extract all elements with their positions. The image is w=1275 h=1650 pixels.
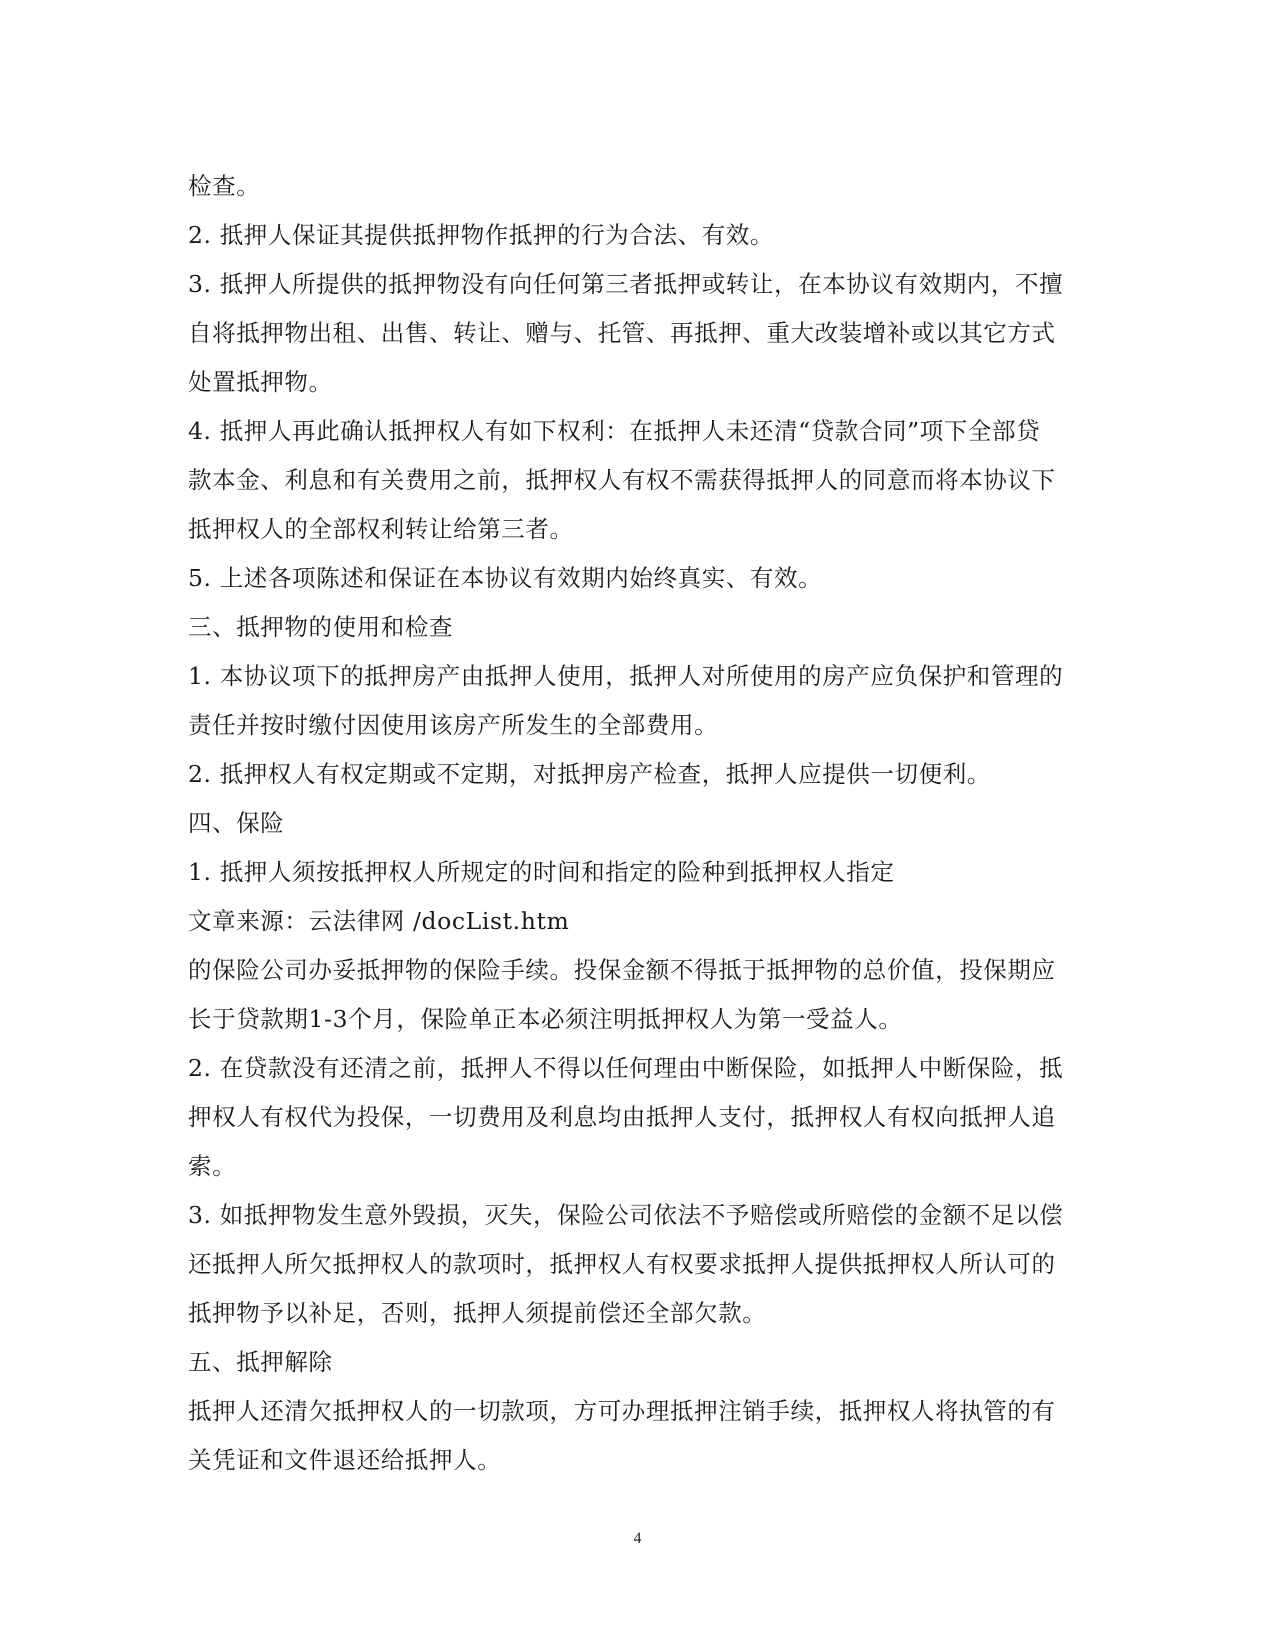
text-line: 责任并按时缴付因使用该房产所发生的全部费用。 — [188, 711, 719, 739]
text-line: 的保险公司办妥抵押物的保险手续。投保金额不得抵于抵押物的总价值，投保期应 — [188, 956, 1056, 984]
section-heading: 四、保险 — [188, 809, 285, 837]
text-line: 押权人有权代为投保，一切费用及利息均由抵押人支付，抵押权人有权向抵押人追 — [188, 1103, 1056, 1131]
text-line: 索。 — [188, 1152, 237, 1180]
text-line: 自将抵押物出租、出售、转让、赠与、托管、再抵押、重大改装增补或以其它方式 — [188, 319, 1056, 347]
section-heading: 三、抵押物的使用和检查 — [188, 613, 454, 641]
text-line: 处置抵押物。 — [188, 368, 333, 396]
text-line: 5. 上述各项陈述和保证在本协议有效期内始终真实、有效。 — [188, 564, 823, 592]
text-line: 3. 如抵押物发生意外毁损，灭失，保险公司依法不予赔偿或所赔偿的金额不足以偿 — [188, 1201, 1064, 1229]
text-line: 1. 抵押人须按抵押权人所规定的时间和指定的险种到抵押权人指定 — [188, 858, 895, 886]
text-line: 4. 抵押人再此确认抵押权人有如下权利：在抵押人未还清“贷款合同”项下全部贷 — [188, 417, 1041, 445]
document-body — [188, 162, 1088, 1485]
text-line: 1. 本协议项下的抵押房产由抵押人使用，抵押人对所使用的房产应负保护和管理的 — [188, 662, 1064, 690]
text-line: 2. 抵押人保证其提供抵押物作抵押的行为合法、有效。 — [188, 221, 774, 249]
text-line: 款本金、利息和有关费用之前，抵押权人有权不需获得抵押人的同意而将本协议下 — [188, 466, 1056, 494]
text-line: 2. 抵押权人有权定期或不定期，对抵押房产检查，抵押人应提供一切便利。 — [188, 760, 991, 788]
text-line: 检查。 — [188, 172, 261, 200]
text-line: 2. 在贷款没有还清之前，抵押人不得以任何理由中断保险，如抵押人中断保险，抵 — [188, 1054, 1064, 1082]
text-line: 3. 抵押人所提供的抵押物没有向任何第三者抵押或转让，在本协议有效期内，不擅 — [188, 270, 1064, 298]
text-line: 长于贷款期1-3个月，保险单正本必须注明抵押权人为第一受益人。 — [188, 1005, 903, 1033]
text-line: 抵押权人的全部权利转让给第三者。 — [188, 515, 574, 543]
section-heading: 五、抵押解除 — [188, 1348, 333, 1376]
text-line: 还抵押人所欠抵押权人的款项时，抵押权人有权要求抵押人提供抵押权人所认可的 — [188, 1250, 1056, 1278]
text-line: 抵押人还清欠抵押权人的一切款项，方可办理抵押注销手续，抵押权人将执管的有 — [188, 1397, 1056, 1425]
text-line: 关凭证和文件退还给抵押人。 — [188, 1446, 502, 1474]
text-line: 抵押物予以补足，否则，抵押人须提前偿还全部欠款。 — [188, 1299, 767, 1327]
page-number: 4 — [633, 1530, 642, 1547]
source-note: 文章来源：云法律网 /docList.htm — [188, 907, 570, 935]
